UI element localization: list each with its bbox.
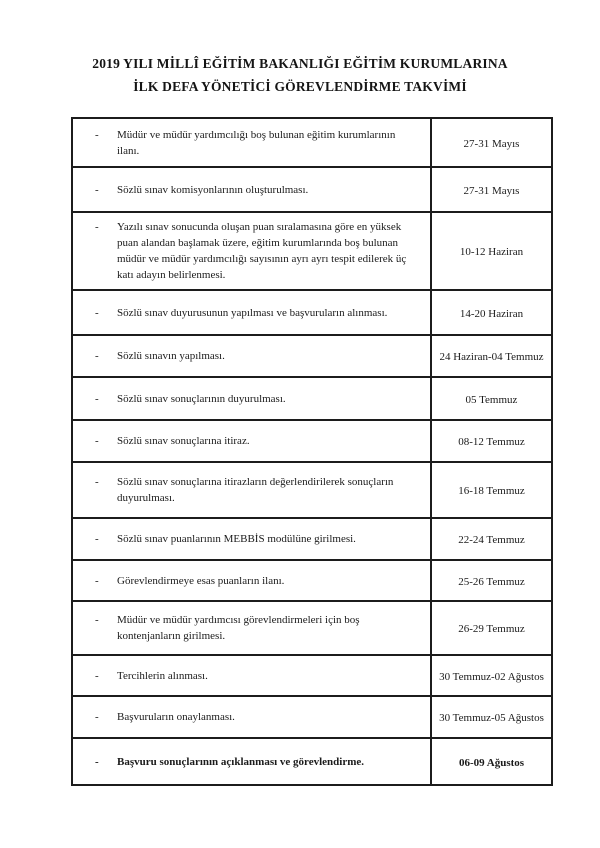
activity-cell — [72, 335, 431, 377]
activity-cell — [72, 655, 431, 696]
activity-text: Müdür ve müdür yardımcılığı boş bulunan eğitim kurumlarının ilanı. — [117, 128, 396, 157]
activity-text: Sözlü sınav puanlarının MEBBİS modülüne girilmesi. — [117, 533, 356, 545]
date-text: 06-09 Ağustos — [458, 756, 525, 769]
activity-text: Sözlü sınav sonuçlarına itirazların değerlendirilerek sonuçların duyurulması. — [117, 476, 394, 504]
activity-cell — [72, 601, 431, 655]
activity-cell — [72, 696, 431, 738]
table-row — [72, 696, 552, 738]
bullet-dash: - — [95, 476, 99, 488]
bullet-dash: - — [95, 755, 99, 768]
date-cell — [431, 696, 552, 738]
date-cell — [431, 167, 552, 212]
date-cell — [431, 377, 552, 420]
bullet-dash: - — [95, 183, 99, 196]
activity-cell — [72, 212, 431, 290]
document-title-line-1: 2019 YILI MİLLÎ EĞİTİM BAKANLIĞI EĞİTİM KURUMLARINA — [92, 56, 508, 71]
date-cell — [431, 212, 552, 290]
table-row — [72, 290, 552, 335]
activity-text: Sözlü sınav duyurusunun yapılması ve başvuruların alınması. — [117, 306, 388, 319]
table-row — [72, 655, 552, 696]
date-text: 27-31 Mayıs — [463, 137, 520, 150]
bullet-dash: - — [95, 435, 99, 447]
date-text: 05 Temmuz — [465, 393, 518, 406]
date-text: 25-26 Temmuz — [458, 575, 525, 588]
date-cell — [431, 655, 552, 696]
table-row — [72, 738, 552, 785]
activity-cell — [72, 377, 431, 420]
bullet-dash: - — [95, 392, 99, 405]
table-row — [72, 420, 552, 462]
activity-text: Başvuruların onaylanması. — [117, 711, 235, 723]
date-text: 14-20 Haziran — [459, 307, 524, 320]
schedule-table — [71, 117, 553, 786]
date-text: 10-12 Haziran — [459, 246, 524, 258]
bullet-dash: - — [95, 533, 99, 545]
activity-cell — [72, 420, 431, 462]
activity-cell — [72, 118, 431, 167]
bullet-dash: - — [95, 614, 99, 626]
date-text: 16-18 Temmuz — [458, 485, 525, 497]
activity-text: Sözlü sınav komisyonlarının oluşturulması. — [117, 183, 309, 196]
date-text: 27-31 Mayıs — [463, 184, 520, 197]
activity-text: Sözlü sınavın yapılması. — [117, 350, 225, 362]
date-cell — [431, 518, 552, 560]
date-cell — [431, 462, 552, 518]
table-row — [72, 335, 552, 377]
bullet-dash: - — [95, 574, 99, 587]
table-row — [72, 167, 552, 212]
date-cell — [431, 560, 552, 601]
date-text: 22-24 Temmuz — [458, 534, 525, 546]
date-text: 30 Temmuz-05 Ağustos — [439, 712, 544, 724]
activity-cell — [72, 738, 431, 785]
table-row — [72, 212, 552, 290]
activity-text: Başvuru sonuçlarının açıklanması ve görevlendirme. — [117, 755, 365, 768]
bullet-dash: - — [95, 350, 99, 362]
document-title-line-2: İLK DEFA YÖNETİCİ GÖREVLENDİRME TAKVİMİ — [133, 79, 467, 94]
activity-cell — [72, 290, 431, 335]
activity-text: Müdür ve müdür yardımcısı görevlendirmeleri için boş kontenjanların girilmesi. — [117, 614, 360, 642]
bullet-dash: - — [95, 711, 99, 723]
date-text: 24 Haziran-04 Temmuz — [439, 351, 544, 363]
activity-text: Sözlü sınav sonuçlarına itiraz. — [117, 435, 250, 447]
date-text: 08-12 Temmuz — [458, 436, 525, 448]
bullet-dash: - — [95, 221, 99, 233]
activity-cell — [72, 560, 431, 601]
date-text: 26-29 Temmuz — [458, 623, 525, 635]
activity-text: Yazılı sınav sonucunda oluşan puan sıralamasına göre en yüksek puan alandan başlamak üzere, eğitim kurumlarında boş bulunan müdür ve müdür yardımcılığı sayısının ayrı ayrı tespit edilerek üç katı adayın belirlenmesi. — [117, 221, 407, 281]
activity-cell — [72, 518, 431, 560]
table-row — [72, 560, 552, 601]
table-row — [72, 118, 552, 167]
bullet-dash: - — [95, 306, 99, 319]
activity-text: Görevlendirmeye esas puanların ilanı. — [117, 574, 285, 587]
bullet-dash: - — [95, 669, 99, 682]
date-cell — [431, 420, 552, 462]
document-title — [30, 52, 570, 98]
activity-cell — [72, 462, 431, 518]
date-cell — [431, 118, 552, 167]
table-row — [72, 601, 552, 655]
table-row — [72, 462, 552, 518]
activity-text: Tercihlerin alınması. — [117, 669, 208, 682]
activity-cell — [72, 167, 431, 212]
date-cell — [431, 335, 552, 377]
date-cell — [431, 601, 552, 655]
date-cell — [431, 290, 552, 335]
date-text: 30 Temmuz-02 Ağustos — [439, 670, 544, 683]
activity-text: Sözlü sınav sonuçlarının duyurulması. — [117, 392, 286, 405]
date-cell — [431, 738, 552, 785]
bullet-dash: - — [95, 128, 99, 141]
table-row — [72, 518, 552, 560]
table-row — [72, 377, 552, 420]
